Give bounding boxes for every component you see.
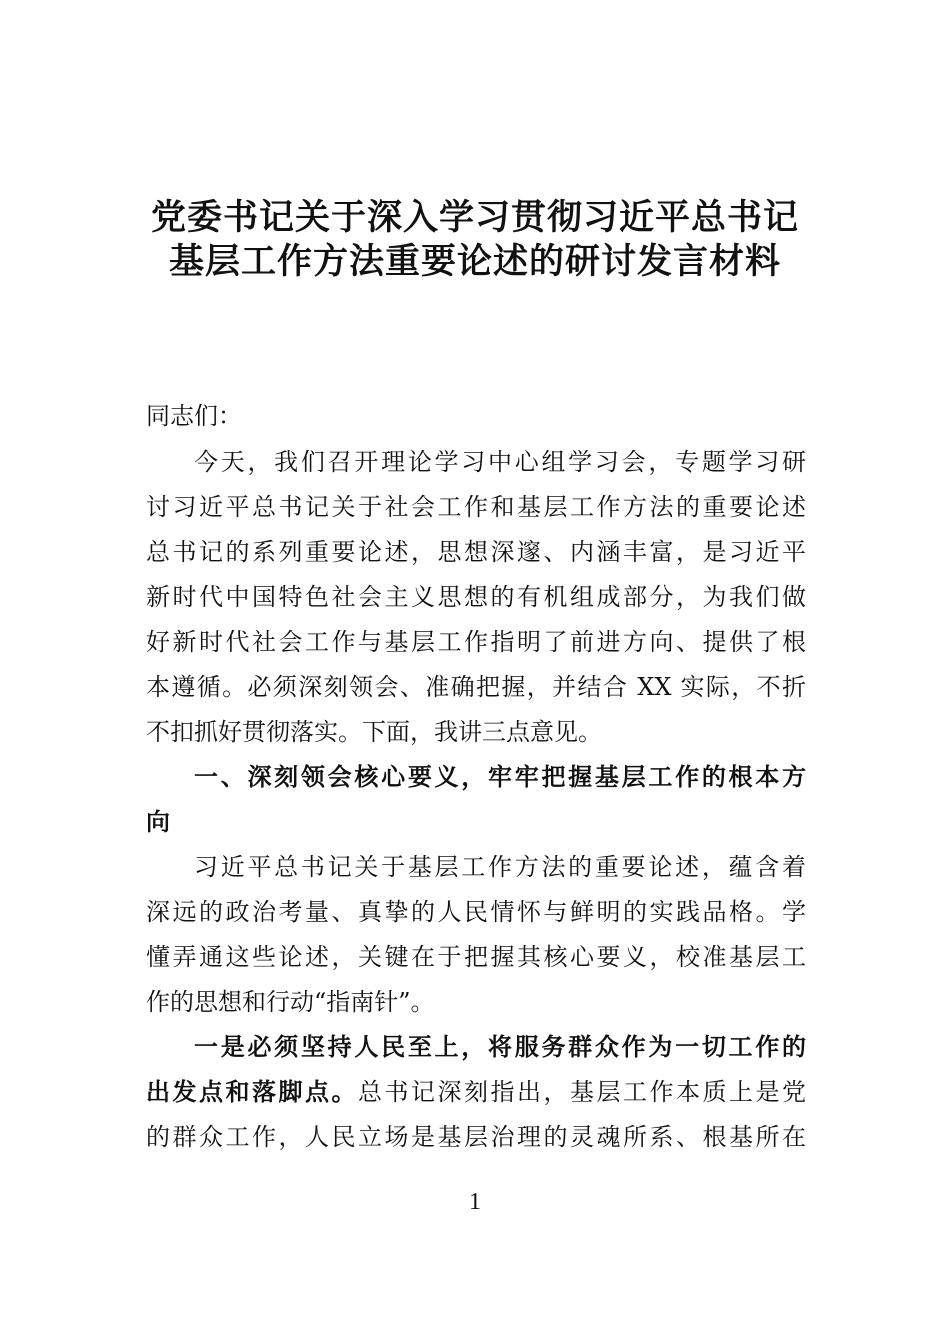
- point-1-line-2: [146, 1076, 806, 1108]
- greeting: 同志们：: [146, 402, 242, 430]
- point-1-text: 总书记深刻指出，基层工作本质上是党: [358, 1078, 806, 1106]
- section-body-line-3: 懂弄通这些论述，关键在于把握其核心要义，校准基层工: [146, 943, 806, 971]
- intro-line-2: 讨习近平总书记关于社会工作和基层工作方法的重要论述: [146, 493, 806, 521]
- intro-line-7: 不扣抓好贯彻落实。下面，我讲三点意见。: [146, 718, 602, 746]
- intro-line-3: 总书记的系列重要论述，思想深邃、内涵丰富，是习近平: [146, 538, 806, 566]
- document-title-line-2: 基层工作方法重要论述的研讨发言材料: [168, 241, 781, 282]
- page-number: 1: [469, 1189, 481, 1215]
- section-body-line-4: 作的思想和行动“指南针”。: [146, 988, 435, 1016]
- point-1-line-3: 的群众工作，人民立场是基层治理的灵魂所系、根基所在: [146, 1123, 806, 1151]
- section-body-line-2: 深远的政治考量、真挚的人民情怀与鲜明的实践品格。学: [146, 898, 806, 926]
- intro-line-1: 今天，我们召开理论学习中心组学习会，专题学习研: [194, 448, 806, 476]
- section-heading-line-2: 向: [146, 807, 170, 836]
- document-title-line-1: 党委书记关于深入学习贯彻习近平总书记: [150, 197, 799, 238]
- section-heading-line-1: 一、深刻领会核心要义，牢牢把握基层工作的根本方: [194, 762, 806, 791]
- intro-line-6: 本遵循。必须深刻领会、准确把握，并结合 XX 实际，不折: [146, 673, 806, 701]
- intro-line-4: 新时代中国特色社会主义思想的有机组成部分，为我们做: [146, 583, 806, 611]
- section-body-line-1: 习近平总书记关于基层工作方法的重要论述，蕴含着: [194, 853, 806, 881]
- intro-line-5: 好新时代社会工作与基层工作指明了前进方向、提供了根: [146, 628, 806, 656]
- point-1-bold-line-1: 一是必须坚持人民至上，将服务群众作为一切工作的: [194, 1032, 806, 1061]
- point-1-bold-lead: 出发点和落脚点。: [146, 1077, 358, 1106]
